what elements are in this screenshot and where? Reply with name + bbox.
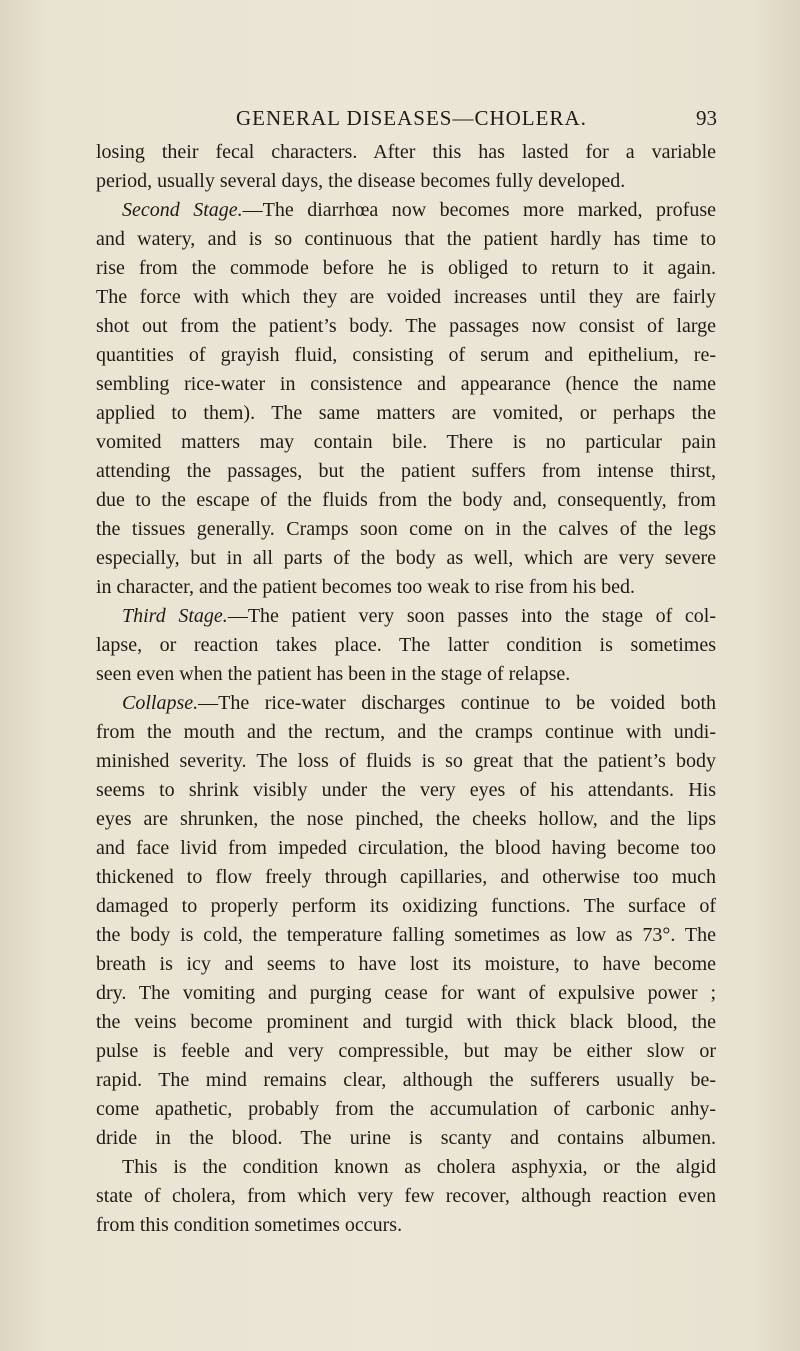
text-line [96, 341, 716, 370]
text-line [96, 515, 716, 544]
text-line [96, 1008, 716, 1037]
line-text: from the mouth and the rectum, and the cramps continue with undi- [96, 721, 716, 743]
line-text: dry. The vomiting and purging cease for want of expulsive power ; [96, 982, 716, 1004]
text-line [96, 1066, 716, 1095]
line-text: minished severity. The loss of fluids is so great that the patient’s body [96, 750, 716, 772]
line-text: state of cholera, from which very few recover, although reaction even [96, 1185, 716, 1207]
text-line [96, 631, 716, 660]
line-text: —The diarrhœa now becomes more marked, profuse [242, 199, 716, 221]
text-line [96, 950, 716, 979]
line-text: quantities of grayish fluid, consisting of serum and epithelium, re- [96, 344, 716, 366]
line-text: losing their fecal characters. After this has lasted for a variable [96, 141, 716, 163]
line-text: in character, and the patient becomes too weak to rise from his bed. [96, 576, 636, 598]
page-number: 93 [696, 106, 717, 130]
line-text: from this condition sometimes occurs. [96, 1214, 403, 1236]
line-text: the veins become prominent and turgid with thick black blood, the [96, 1011, 716, 1033]
running-title: GENERAL DISEASES—CHOLERA. [236, 106, 587, 130]
text-line [96, 602, 716, 631]
line-text: breath is icy and seems to have lost its moisture, to have become [96, 953, 716, 975]
text-line [96, 1153, 716, 1182]
text-line [96, 370, 716, 399]
text-line [96, 486, 716, 515]
text-line [96, 167, 716, 196]
line-text: rapid. The mind remains clear, although the sufferers usually be- [96, 1069, 716, 1091]
text-line [96, 1211, 716, 1240]
section-heading: Second Stage. [122, 199, 243, 221]
text-line [96, 138, 716, 167]
text-line [96, 312, 716, 341]
text-line [96, 718, 716, 747]
line-text: come apathetic, probably from the accumulation of carbonic anhy- [96, 1098, 716, 1120]
text-line [96, 834, 716, 863]
text-line [96, 892, 716, 921]
text-line [96, 1124, 716, 1153]
text-line [96, 1095, 716, 1124]
text-line [96, 428, 716, 457]
body-text [96, 138, 716, 1240]
line-text: damaged to properly perform its oxidizing functions. The surface of [96, 895, 716, 917]
line-text: The force with which they are voided increases until they are fairly [96, 286, 716, 308]
text-line [96, 254, 716, 283]
text-line [96, 863, 716, 892]
line-text: period, usually several days, the disease becomes fully developed. [96, 170, 626, 192]
line-text: due to the escape of the fluids from the body and, consequently, from [96, 489, 716, 511]
line-text: and face livid from impeded circulation, the blood having become too [96, 837, 716, 859]
line-text: vomited matters may contain bile. There is no particular pain [96, 431, 716, 453]
line-text: seems to shrink visibly under the very eyes of his attendants. His [96, 779, 716, 801]
line-text: —The rice-water discharges continue to be voided both [198, 692, 716, 714]
section-heading: Third Stage. [122, 605, 228, 627]
text-line [96, 1182, 716, 1211]
line-text: lapse, or reaction takes place. The latter condition is sometimes [96, 634, 716, 656]
line-text: seen even when the patient has been in the stage of relapse. [96, 663, 571, 685]
text-line [96, 399, 716, 428]
text-line [96, 689, 716, 718]
line-text: applied to them). The same matters are vomited, or perhaps the [96, 402, 716, 424]
line-text: shot out from the patient’s body. The passages now consist of large [96, 315, 716, 337]
text-line [96, 196, 716, 225]
line-text: especially, but in all parts of the body as well, which are very severe [96, 547, 716, 569]
line-text: sembling rice-water in consistence and appearance (hence the name [96, 373, 716, 395]
text-line [96, 921, 716, 950]
line-text: —The patient very soon passes into the stage of col- [227, 605, 716, 627]
section-heading: Collapse. [122, 692, 199, 714]
line-text: thickened to flow freely through capillaries, and otherwise too much [96, 866, 716, 888]
text-line [96, 1037, 716, 1066]
text-line [96, 544, 716, 573]
line-text: rise from the commode before he is obliged to return to it again. [96, 257, 716, 279]
text-line [96, 283, 716, 312]
line-text: This is the condition known as cholera asphyxia, or the algid [122, 1156, 716, 1178]
line-text: eyes are shrunken, the nose pinched, the cheeks hollow, and the lips [96, 808, 716, 830]
line-text: the body is cold, the temperature falling sometimes as low as 73°. The [96, 924, 716, 946]
text-line [96, 660, 716, 689]
text-line [96, 776, 716, 805]
text-line [96, 225, 716, 254]
text-line [96, 457, 716, 486]
text-line [96, 979, 716, 1008]
line-text: attending the passages, but the patient suffers from intense thirst, [96, 460, 716, 482]
line-text: dride in the blood. The urine is scanty and contains albumen. [96, 1127, 716, 1149]
text-line [96, 573, 716, 602]
line-text: and watery, and is so continuous that the patient hardly has time to [96, 228, 716, 250]
running-head [0, 106, 800, 136]
line-text: pulse is feeble and very compressible, but may be either slow or [96, 1040, 716, 1062]
text-line [96, 805, 716, 834]
text-line [96, 747, 716, 776]
line-text: the tissues generally. Cramps soon come on in the calves of the legs [96, 518, 716, 540]
